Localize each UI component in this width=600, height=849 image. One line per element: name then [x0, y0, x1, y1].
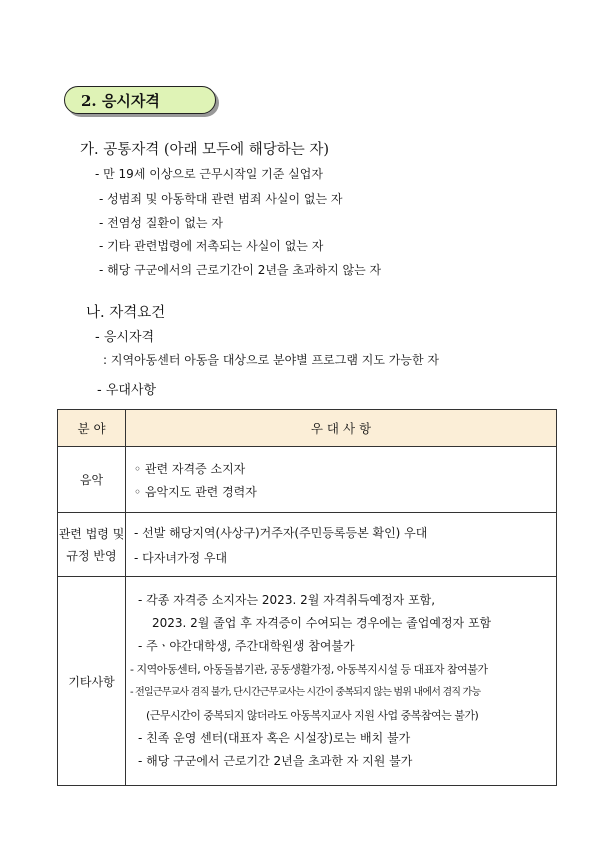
row-line: - 선발 해당지역(사상구)거주자(주민등록등본 확인) 우대: [134, 525, 428, 540]
row-line: (근무시간이 중복되지 않더라도 아동복지교사 지원 사업 중복참여는 불가): [146, 709, 479, 722]
row-line: - 다자녀가정 우대: [134, 550, 228, 565]
row-category-line: 규정 반영: [66, 548, 117, 563]
table-header-row: [58, 410, 557, 447]
table-row: [58, 577, 557, 786]
common-item: - 성범죄 및 아동학대 관련 범죄 사실이 없는 자: [99, 192, 343, 206]
header-category: 분 야: [58, 410, 126, 447]
section-title-badge: [64, 86, 216, 114]
row-line: - 전일근무교사 겸직 불가, 단시간근무교사는 시간이 중복되지 않는 범위 내에서 겸직 가능: [130, 687, 481, 698]
row-line: - 지역아동센터, 아동돌봄기관, 공동생활가정, 아동복지시설 등 대표자 참여불가: [130, 663, 488, 676]
common-item: - 전염성 질환이 없는 자: [99, 216, 223, 230]
row-line: - 해당 구군에서 근로기간 2년을 초과한 자 지원 불가: [138, 754, 413, 768]
row-category: 음악: [58, 447, 126, 513]
common-item: - 기타 관련법령에 저촉되는 사실이 없는 자: [99, 239, 324, 253]
table-row: [58, 513, 557, 577]
row-line: - 주ㆍ야간대학생, 주간대학원생 참여불가: [138, 639, 355, 653]
preference-label: - 우대사항: [97, 383, 157, 398]
header-preference: 우 대 사 항: [126, 410, 557, 447]
row-content: [126, 447, 557, 513]
table-row: [58, 447, 557, 513]
row-category-line: 관련 법령 및: [58, 526, 125, 541]
row-content: [126, 513, 557, 577]
eligibility-label: - 응시자격: [95, 330, 155, 345]
row-category: [58, 513, 126, 577]
row-line: - 친족 운영 센터(대표자 혹은 시설장)로는 배치 불가: [138, 731, 411, 745]
common-item: - 만 19세 이상으로 근무시작일 기준 실업자: [95, 167, 323, 181]
row-line: ◦ 음악지도 관련 경력자: [134, 484, 257, 499]
row-line: - 각종 자격증 소지자는 2023. 2월 자격취득예정자 포함,: [138, 593, 436, 607]
eligibility-text: : 지역아동센터 아동을 대상으로 분야별 프로그램 지도 가능한 자: [103, 353, 439, 367]
requirements-heading: 나. 자격요건: [86, 305, 166, 321]
preference-table: [57, 409, 557, 786]
common-heading: 가. 공통자격 (아래 모두에 해당하는 자): [80, 142, 330, 158]
row-line: ◦ 관련 자격증 소지자: [134, 461, 246, 476]
row-category: 기타사항: [58, 577, 126, 786]
row-line: 2023. 2월 졸업 후 자격증이 수여되는 경우에는 졸업예정자 포함: [152, 616, 492, 630]
section-title: 2. 응시자격: [81, 92, 160, 110]
row-content: [126, 577, 557, 786]
common-item: - 해당 구군에서의 근로기간이 2년을 초과하지 않는 자: [99, 263, 382, 277]
